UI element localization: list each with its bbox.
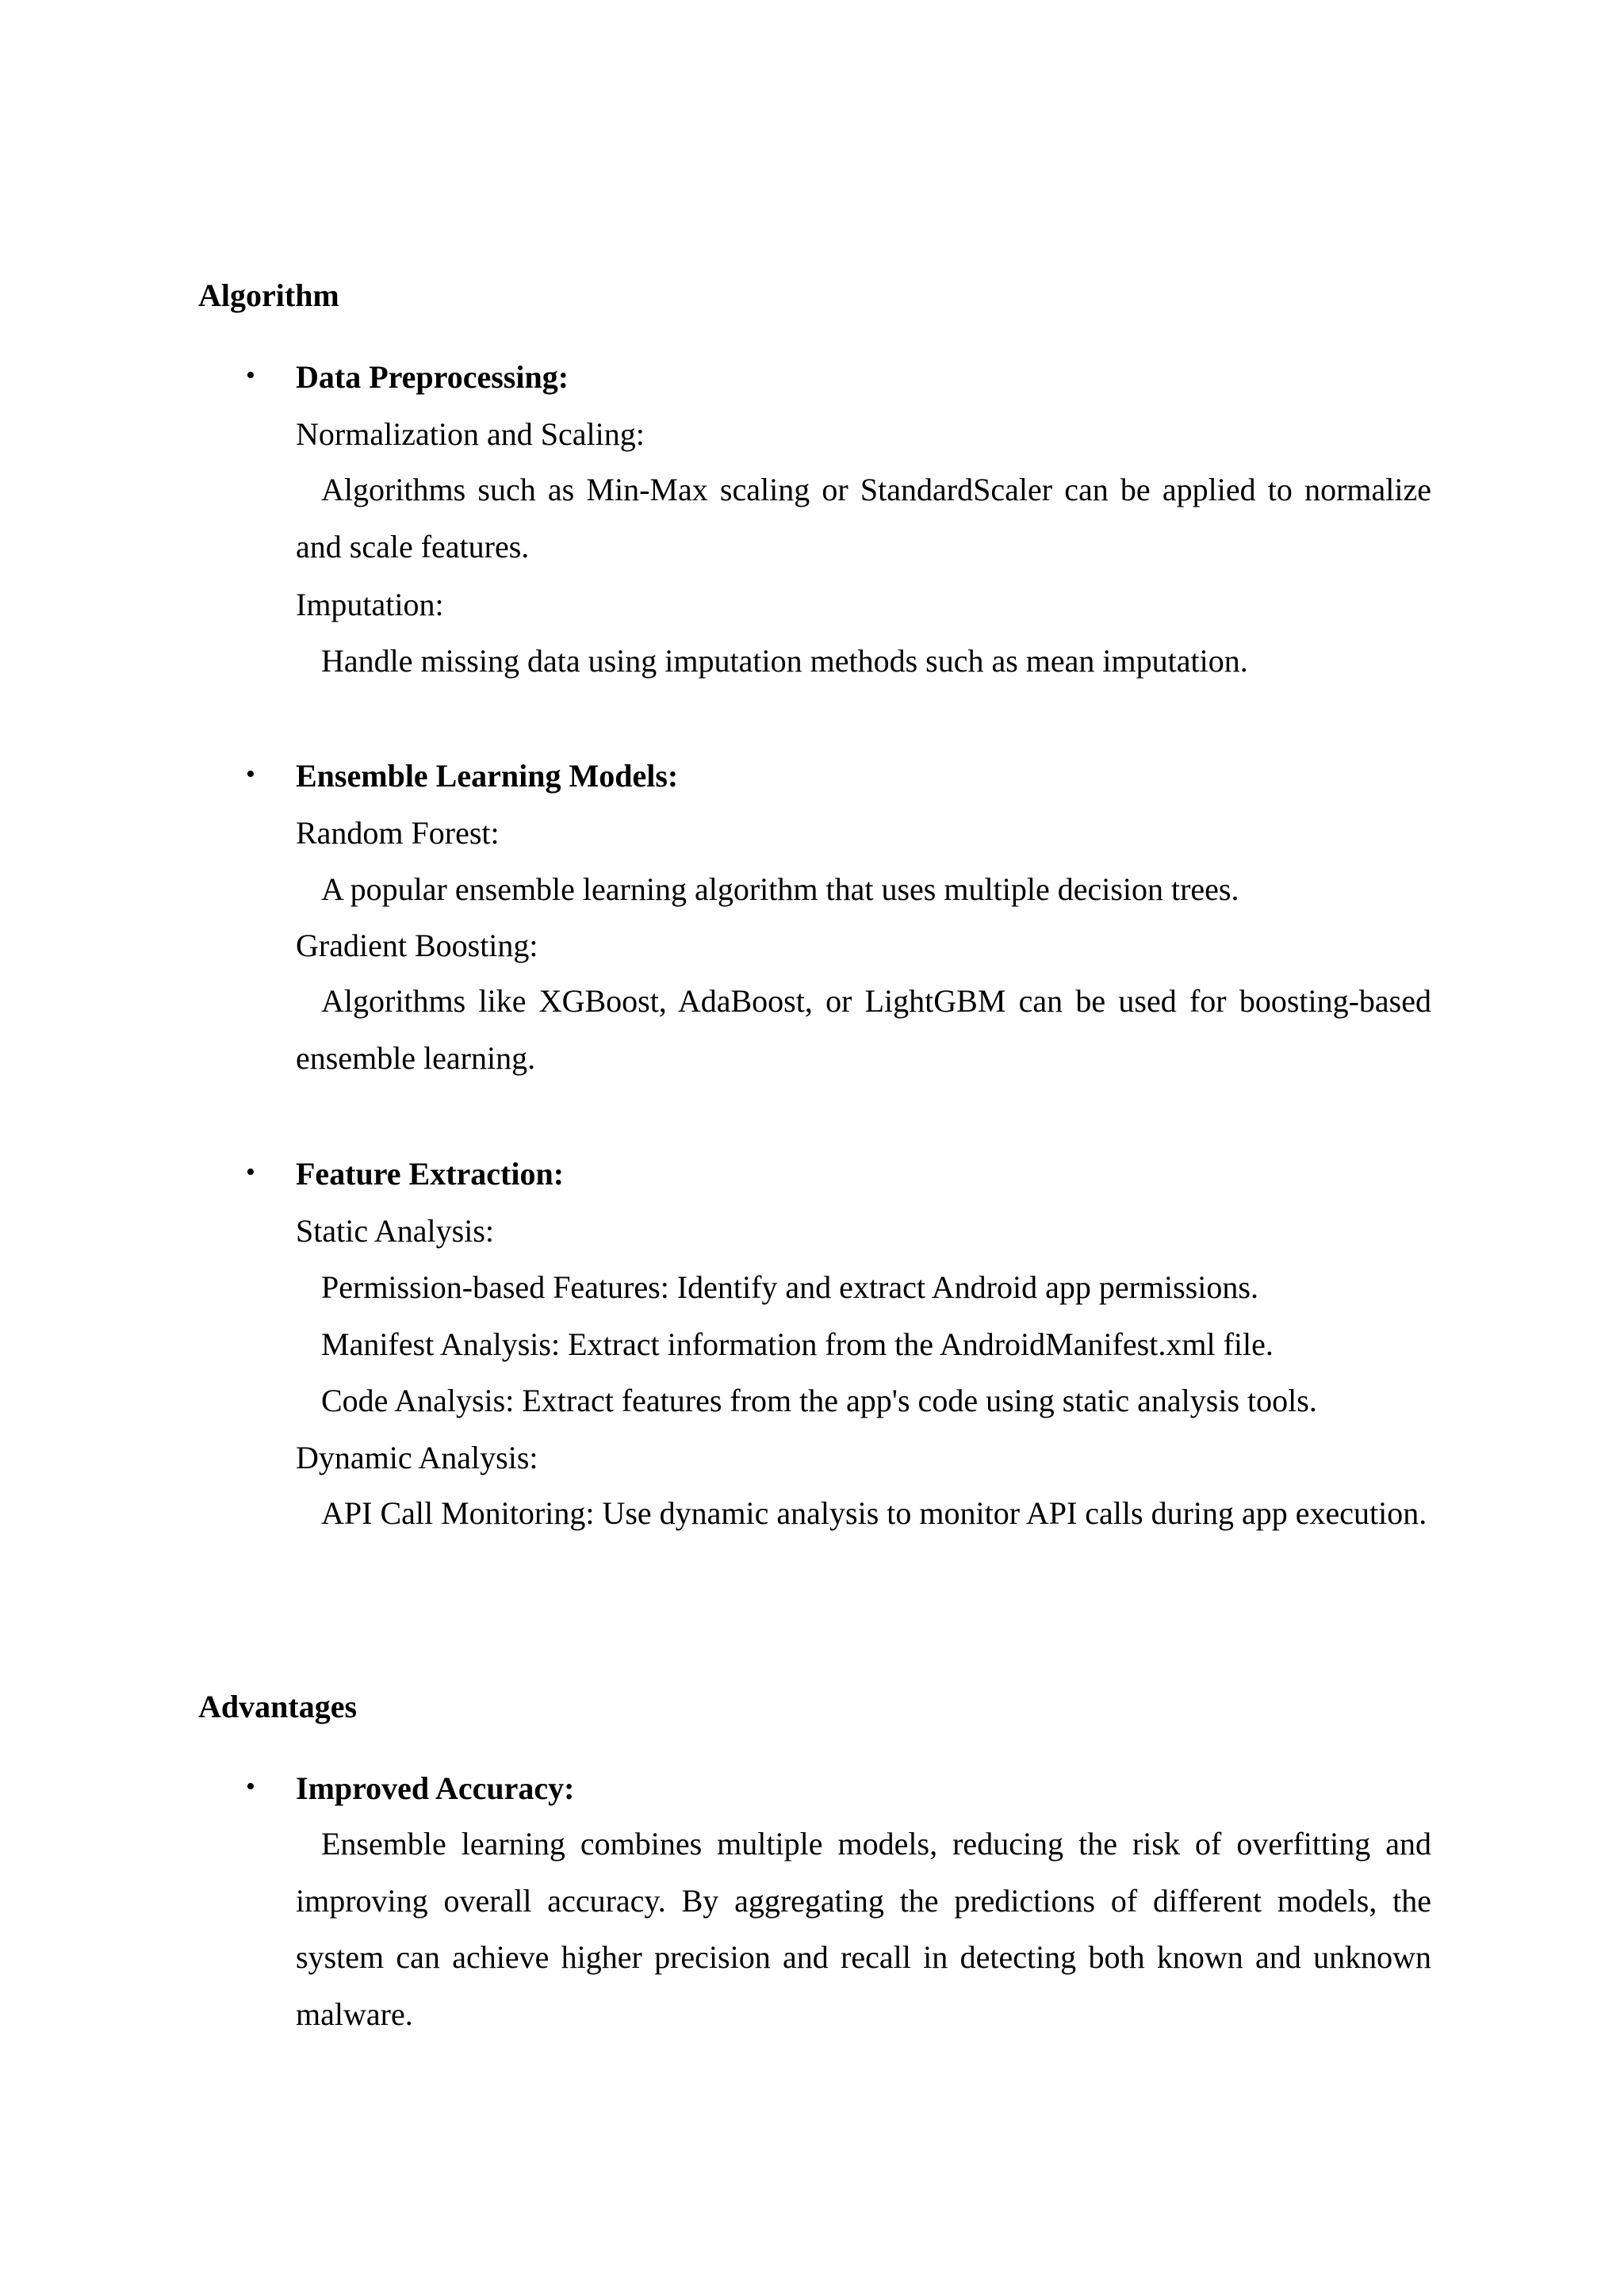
bullet-title-improved-accuracy: Improved Accuracy: [296, 1770, 575, 1806]
static-analysis-line: Code Analysis: Extract features from the app's code using static analysis tools. [321, 1383, 1317, 1418]
item-label-gradient-boosting: Gradient Boosting: [296, 928, 538, 963]
item-label-normalization: Normalization and Scaling: [296, 416, 645, 452]
item-label-random-forest: Random Forest: [296, 815, 500, 851]
item-text-imputation: Handle missing data using imputation methods such as mean imputation. [321, 643, 1248, 679]
item-label-static-analysis: Static Analysis: [296, 1213, 494, 1249]
bullet-title-feature-extraction: Feature Extraction: [296, 1156, 565, 1192]
item-label-dynamic-analysis: Dynamic Analysis: [296, 1440, 538, 1475]
item-text-gradient-boosting: Algorithms like XGBoost, AdaBoost, or LightGBM can be used for boosting-based ensemble learning. [296, 983, 1431, 1076]
item-text-dynamic-analysis: API Call Monitoring: Use dynamic analysis to monitor API calls during app execution. [321, 1495, 1427, 1531]
item-label-imputation: Imputation: [296, 587, 444, 622]
section-heading-advantages: Advantages [198, 1689, 358, 1724]
bullet-icon: • [246, 1772, 255, 1801]
bullet-title-data-preprocessing: Data Preprocessing: [296, 359, 569, 395]
bullet-title-ensemble-models: Ensemble Learning Models: [296, 758, 679, 794]
bullet-icon: • [246, 361, 255, 390]
bullet-icon: • [246, 1158, 255, 1187]
static-analysis-line: Manifest Analysis: Extract information from the AndroidManifest.xml file. [321, 1326, 1274, 1362]
item-text-improved-accuracy: Ensemble learning combines multiple models, reducing the risk of overfitting and improving overall accuracy. By aggregating the predictions of different models, the system can achieve higher precision and recall in detecting both known and unknown malware. [296, 1826, 1431, 2032]
section-heading-algorithm: Algorithm [198, 277, 339, 313]
bullet-icon: • [246, 760, 255, 789]
item-text-normalization: Algorithms such as Min-Max scaling or StandardScaler can be applied to normalize and scale features. [296, 472, 1431, 564]
static-analysis-line: Permission-based Features: Identify and extract Android app permissions. [321, 1269, 1258, 1305]
item-text-random-forest: A popular ensemble learning algorithm that uses multiple decision trees. [321, 871, 1239, 907]
